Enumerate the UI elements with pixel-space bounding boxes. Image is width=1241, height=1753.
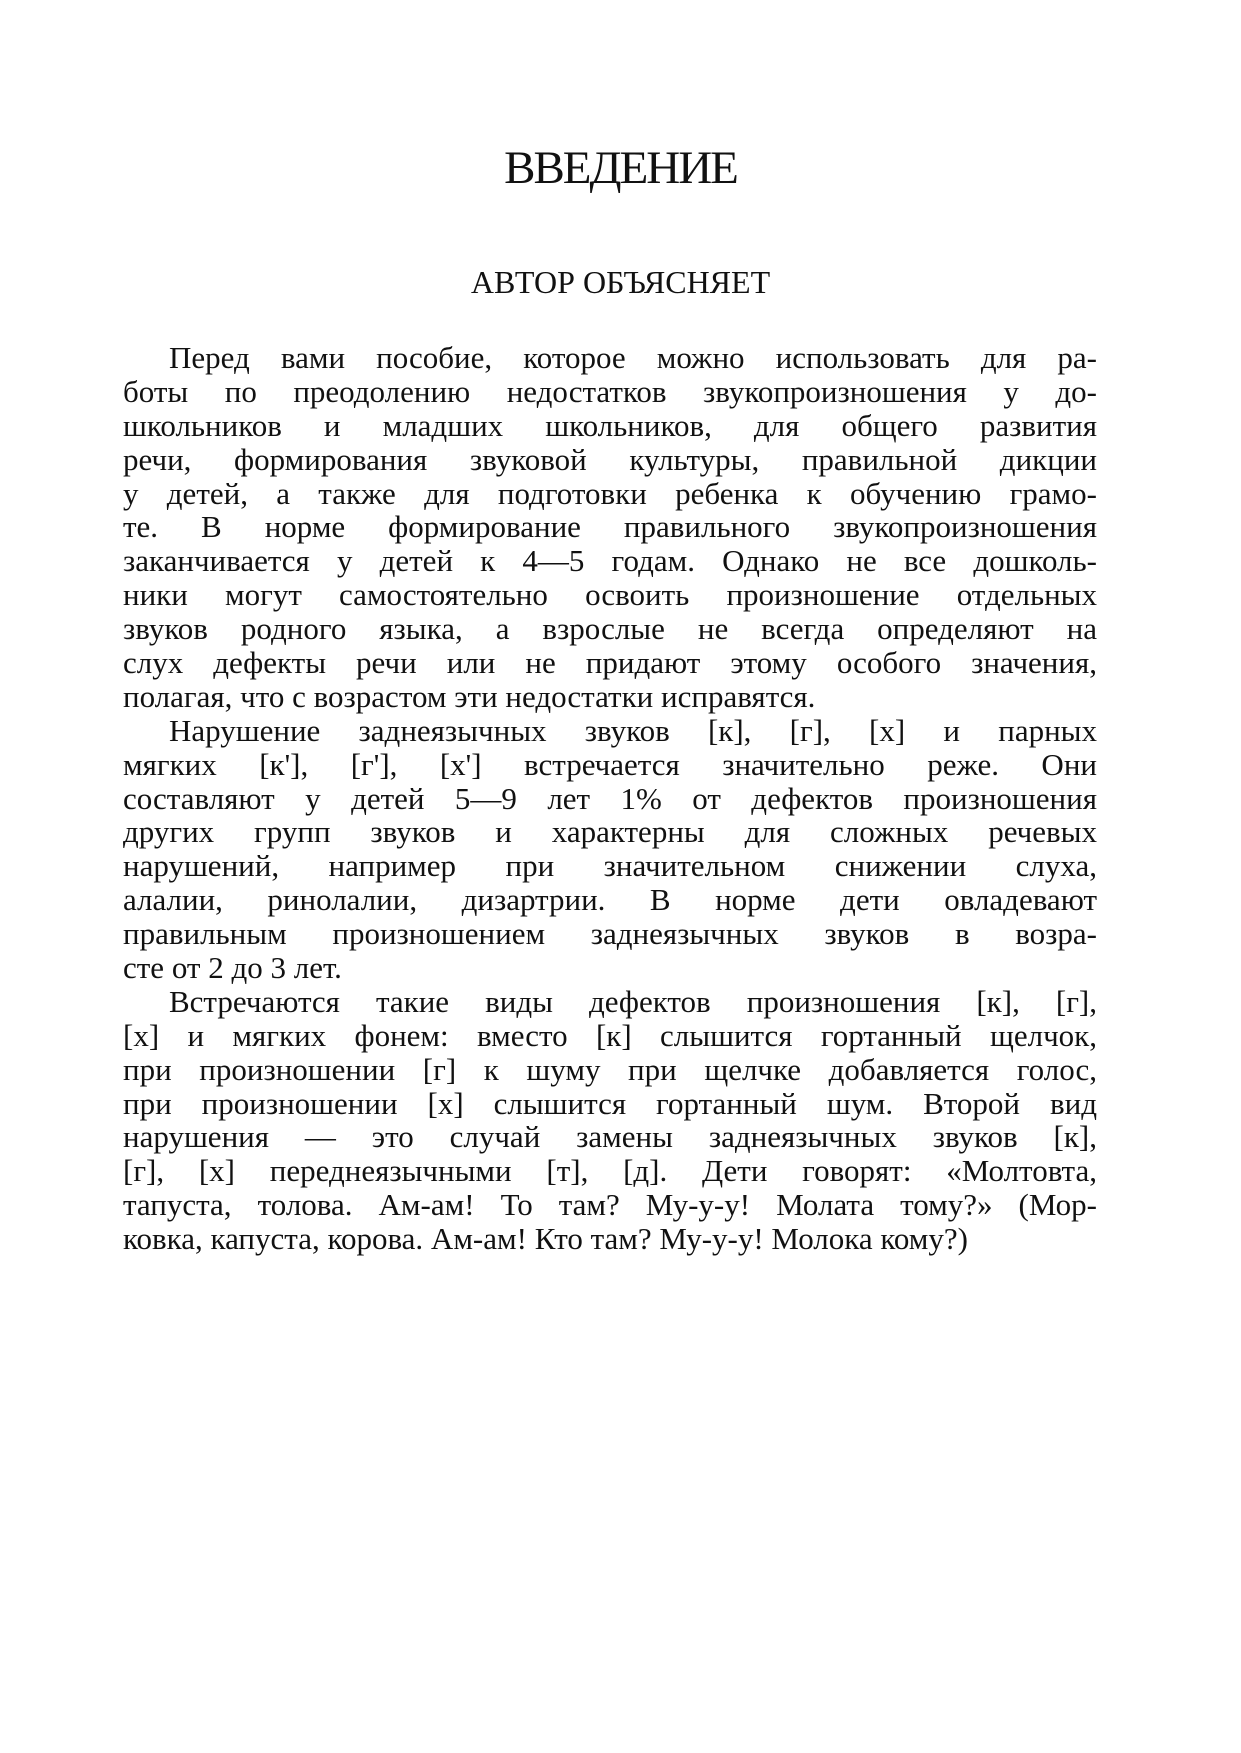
text-line: других групп звуков и характерны для сложных речевых	[123, 814, 1097, 850]
text-line: боты по преодолению недостатков звукопроизношения у до-	[123, 373, 1097, 409]
text-line: нарушения — это случай замены заднеязычных звуков [к],	[123, 1119, 1097, 1155]
text-line: тапуста, толова. Ам-ам! То там? Му-у-у! Молата тому?» (Мор-	[123, 1187, 1097, 1223]
text-line: Нарушение заднеязычных звуков [к], [г], [х] и парных	[169, 712, 1097, 748]
body-text	[123, 341, 1097, 1256]
text-line: школьников и младших школьников, для общего развития	[123, 407, 1097, 443]
text-line: звуков родного языка, а взрослые не всегда определяют на	[123, 611, 1097, 647]
text-line: сте от 2 до 3 лет.	[123, 950, 342, 986]
text-line: у детей, а также для подготовки ребенка к обучению грамо-	[123, 475, 1097, 511]
text-line: [г], [х] переднеязычными [т], [д]. Дети говорят: «Молтовта,	[123, 1153, 1097, 1189]
text-line: Встречаются такие виды дефектов произношения [к], [г],	[169, 983, 1097, 1019]
text-line: ковка, капуста, корова. Ам-ам! Кто там? Му-у-у! Молока кому?)	[123, 1221, 968, 1257]
text-line: алалии, ринолалии, дизартрии. В норме дети овладевают	[123, 882, 1097, 918]
section-subtitle: АВТОР ОБЪЯСНЯЕТ	[470, 264, 771, 300]
text-line: мягких [к'], [г'], [х'] встречается значительно реже. Они	[123, 746, 1097, 782]
text-line: те. В норме формирование правильного звукопроизношения	[123, 509, 1097, 545]
text-line: нарушений, например при значительном снижении слуха,	[123, 848, 1097, 884]
text-line: ники могут самостоятельно освоить произношение отдельных	[123, 577, 1097, 613]
paragraph-1	[123, 341, 1097, 714]
text-line: заканчивается у детей к 4—5 годам. Однако не все дошколь-	[123, 543, 1097, 579]
text-line: [х] и мягких фонем: вместо [к] слышится гортанный щелчок,	[123, 1017, 1097, 1053]
text-line: речи, формирования звуковой культуры, правильной дикции	[123, 441, 1097, 477]
text-line: при произношении [х] слышится гортанный шум. Второй вид	[123, 1085, 1097, 1121]
text-line: правильным произношением заднеязычных звуков в возра-	[123, 916, 1097, 952]
chapter-title: ВВЕДЕНИЕ	[504, 142, 737, 194]
paragraph-3	[123, 985, 1097, 1256]
paragraph-2	[123, 714, 1097, 985]
text-line: составляют у детей 5—9 лет 1% от дефектов произношения	[123, 780, 1097, 816]
text-line: полагая, что с возрастом эти недостатки исправятся.	[123, 678, 816, 714]
text-line: слух дефекты речи или не придают этому особого значения,	[123, 645, 1097, 681]
text-line: при произношении [г] к шуму при щелчке добавляется голос,	[123, 1051, 1097, 1087]
text-line: Перед вами пособие, которое можно использовать для ра-	[169, 340, 1097, 375]
